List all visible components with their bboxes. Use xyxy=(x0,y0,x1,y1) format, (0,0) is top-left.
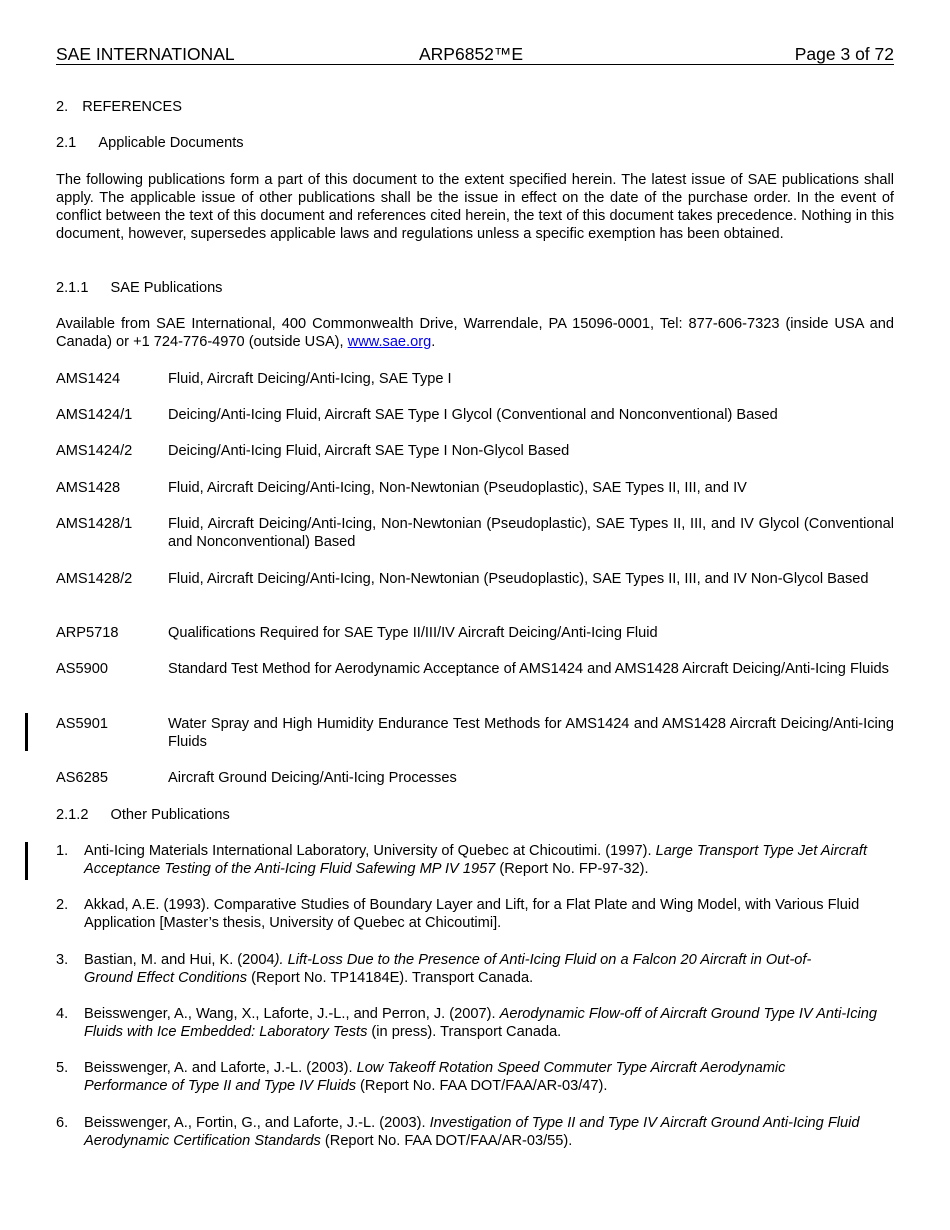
list-item-text xyxy=(84,1114,884,1150)
citation-title: Investigation of Type II and Type IV Aircraft Ground Anti-Icing Fluid Aerodynamic Certification Standards xyxy=(84,1115,860,1149)
citation-authors: Beisswenger, A. and Laforte, J.-L. (2003). xyxy=(84,1060,357,1076)
section-number: 2. xyxy=(56,99,69,115)
list-item-text xyxy=(84,1005,884,1041)
reference-code: AMS1424/2 xyxy=(56,443,133,459)
list-item-text xyxy=(84,896,884,932)
citation-source: (in press). Transport Canada. xyxy=(367,1024,562,1040)
section-title: Other Publications xyxy=(110,807,230,823)
reference-title: Standard Test Method for Aerodynamic Acceptance of AMS1424 and AMS1428 Aircraft Deicing/Anti-Icing Fluids xyxy=(168,661,889,677)
header-document-id: ARP6852™E xyxy=(419,44,524,64)
list-item-number: 6. xyxy=(56,1115,69,1131)
list-item-number: 3. xyxy=(56,952,69,968)
sae-website-link[interactable]: www.sae.org xyxy=(347,334,432,350)
list-item-number: 4. xyxy=(56,1006,69,1022)
reference-title: Qualifications Required for SAE Type II/III/IV Aircraft Deicing/Anti-Icing Fluid xyxy=(168,625,658,641)
reference-title: Fluid, Aircraft Deicing/Anti-Icing, Non-Newtonian (Pseudoplastic), SAE Types II, III, and IV Non-Glycol Based xyxy=(168,571,869,587)
revision-bar xyxy=(25,842,28,880)
reference-code: AMS1424 xyxy=(56,371,121,387)
reference-code: AS5901 xyxy=(56,716,108,732)
citation-authors: Akkad, A.E. (1993). Comparative Studies of Boundary Layer and Lift, for a Flat Plate and Wing Model, with Various Fluid Application [Master’s thesis, University of Quebec at Chicoutimi]. xyxy=(84,897,860,931)
section-heading-references xyxy=(56,98,894,116)
reference-title: Water Spray and High Humidity Endurance Test Methods for AMS1424 and AMS1428 Aircraft Deicing/Anti-Icing Fluids xyxy=(168,716,894,750)
reference-code: ARP5718 xyxy=(56,625,119,641)
citation-source: (Report No. FP-97-32). xyxy=(495,861,649,877)
revision-bar xyxy=(25,713,28,751)
reference-title: Deicing/Anti-Icing Fluid, Aircraft SAE Type I Non-Glycol Based xyxy=(168,443,570,459)
list-item-number: 1. xyxy=(56,843,69,859)
reference-code: AMS1424/1 xyxy=(56,407,133,423)
citation-source: (Report No. TP14184E). Transport Canada. xyxy=(247,970,534,986)
reference-code: AS6285 xyxy=(56,770,108,786)
section-title: REFERENCES xyxy=(82,99,182,115)
citation-authors: Bastian, M. and Hui, K. (2004 xyxy=(84,952,275,968)
reference-code: AMS1428 xyxy=(56,480,121,496)
citation-authors: Beisswenger, A., Fortin, G., and Laforte, J.-L. (2003). xyxy=(84,1115,430,1131)
citation-title: Large Transport Type Jet Aircraft Acceptance Testing of the Anti-Icing Fluid Safewing MP IV 1957 xyxy=(84,843,868,877)
list-item-text xyxy=(84,1059,854,1095)
reference-title: Deicing/Anti-Icing Fluid, Aircraft SAE Type I Glycol (Conventional and Nonconventional) Based xyxy=(168,407,778,423)
citation-authors: Anti-Icing Materials International Laboratory, University of Quebec at Chicoutimi. (1997). xyxy=(84,843,656,859)
section-number: 2.1.1 xyxy=(56,280,89,296)
reference-title: Fluid, Aircraft Deicing/Anti-Icing, SAE Type I xyxy=(168,371,452,387)
reference-title: Aircraft Ground Deicing/Anti-Icing Processes xyxy=(168,770,457,786)
section-number: 2.1.2 xyxy=(56,807,89,823)
list-item-text xyxy=(84,951,824,987)
list-item-number: 2. xyxy=(56,897,69,913)
sae-availability-paragraph xyxy=(56,315,894,351)
reference-title: Fluid, Aircraft Deicing/Anti-Icing, Non-Newtonian (Pseudoplastic), SAE Types II, III, and IV Glycol (Conventional and Nonconventional) Based xyxy=(168,516,894,550)
reference-title: Fluid, Aircraft Deicing/Anti-Icing, Non-Newtonian (Pseudoplastic), SAE Types II, III, and IV xyxy=(168,480,747,496)
citation-title: ). Lift-Loss Due to the Presence of Anti-Icing Fluid on a Falcon 20 Aircraft in Out-of-Ground Effect Conditions xyxy=(84,952,812,986)
section-heading-applicable-documents xyxy=(56,134,894,152)
citation-source: (Report No. FAA DOT/FAA/AR-03/55). xyxy=(320,1133,573,1149)
header-page-number: Page 3 of 72 xyxy=(794,44,894,64)
reference-code: AMS1428/2 xyxy=(56,571,133,587)
section-number: 2.1 xyxy=(56,135,77,151)
citation-source: (Report No. FAA DOT/FAA/AR-03/47). xyxy=(356,1078,608,1094)
citation-title: Aerodynamic Flow-off of Aircraft Ground Type IV Anti-Icing Fluids with Ice Embedded: Laboratory Tests xyxy=(84,1006,878,1040)
applicable-documents-paragraph: The following publications form a part of this document to the extent specified herein. The latest issue of SAE publications shall apply. The applicable issue of other publications shall be the issue in effect on the date of the purchase order. In the event of conflict between the text of this document and references cited herein, the text of this document takes precedence. Nothing in this document, however, supersedes applicable laws and regulations unless a specific exemption has been obtained. xyxy=(56,172,894,242)
citation-title: Low Takeoff Rotation Speed Commuter Type Aircraft Aerodynamic Performance of Type II and Type IV Fluids xyxy=(84,1060,786,1094)
header-organization: SAE INTERNATIONAL xyxy=(56,44,235,64)
reference-code: AMS1428/1 xyxy=(56,516,133,532)
list-item-text xyxy=(84,842,884,878)
reference-code: AS5900 xyxy=(56,661,108,677)
availability-text: Available from SAE International, 400 Commonwealth Drive, Warrendale, PA 15096-0001, Tel: 877-606-7323 (inside USA and Canada) or +1 724-776-4970 (outside USA), xyxy=(56,316,894,350)
citation-authors: Beisswenger, A., Wang, X., Laforte, J.-L., and Perron, J. (2007). xyxy=(84,1006,500,1022)
list-item-number: 5. xyxy=(56,1060,69,1076)
page-header xyxy=(56,44,894,65)
section-title: Applicable Documents xyxy=(98,135,244,151)
section-heading-sae-publications xyxy=(56,279,894,297)
section-heading-other-publications xyxy=(56,806,894,824)
section-title: SAE Publications xyxy=(110,280,223,296)
availability-trailing: . xyxy=(431,334,436,350)
